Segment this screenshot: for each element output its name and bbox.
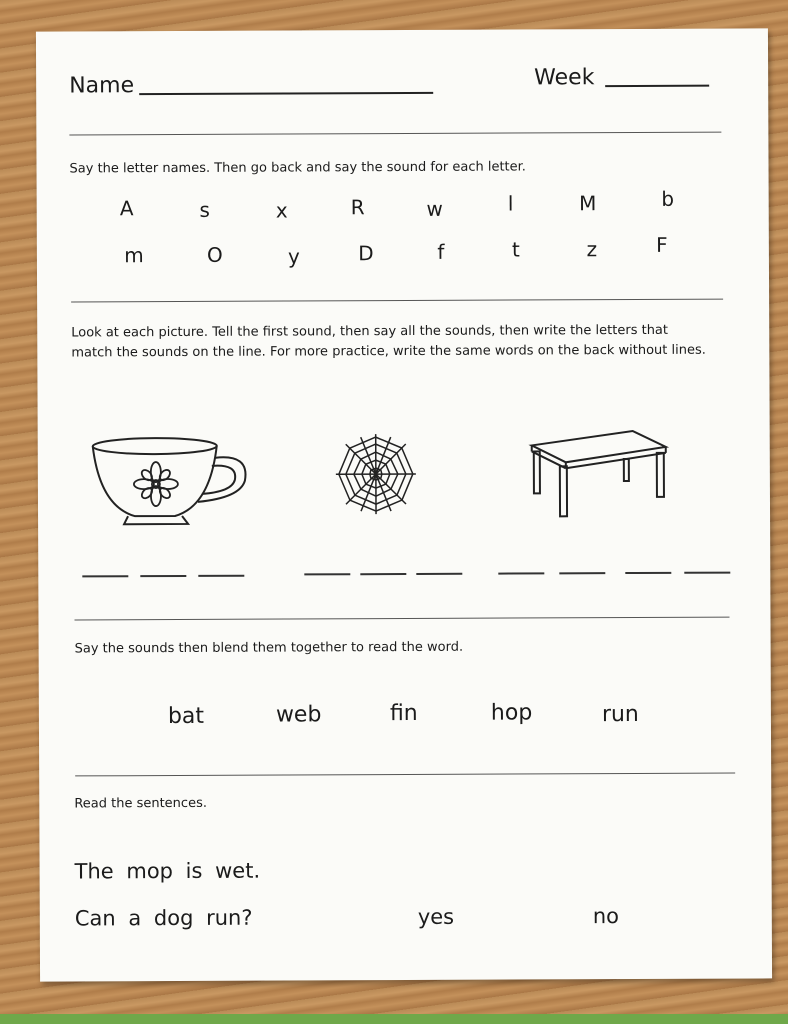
table-icon — [530, 429, 670, 520]
letter: R — [350, 195, 365, 220]
divider — [69, 132, 721, 136]
answer-blank[interactable] — [198, 575, 244, 577]
letter: M — [578, 191, 597, 216]
answer-yes[interactable]: yes — [417, 904, 455, 929]
letter: s — [199, 197, 210, 222]
letter: f — [437, 239, 445, 264]
letter: w — [426, 196, 443, 221]
letter: O — [206, 242, 223, 267]
section4-instruction: Read the sentences. — [74, 795, 208, 812]
answer-blank[interactable] — [684, 572, 730, 574]
divider — [74, 617, 729, 621]
sentence-1: The mop is wet. — [74, 858, 261, 884]
answer-blanks-web[interactable] — [36, 28, 768, 31]
answer-blank[interactable] — [559, 572, 605, 574]
letter: t — [511, 237, 520, 262]
answer-blank[interactable] — [416, 573, 462, 575]
letter: F — [656, 232, 668, 257]
answer-blank[interactable] — [140, 575, 186, 577]
answer-blank[interactable] — [304, 573, 350, 575]
section2-instruction-line1: Look at each picture. Tell the first sound, then say all the sounds, then write the letters that — [71, 322, 669, 341]
answer-blank[interactable] — [360, 573, 406, 575]
name-blank-line — [139, 92, 433, 95]
blend-word: bat — [167, 703, 205, 730]
week-label: Week — [534, 65, 595, 91]
divider — [71, 299, 723, 303]
answer-blank[interactable] — [625, 572, 671, 574]
answer-blanks-table[interactable] — [36, 28, 768, 31]
letter: l — [507, 191, 514, 216]
section2-instruction-line2: match the sounds on the line. For more practice, write the same words on the back without lines. — [71, 342, 706, 361]
letter: y — [287, 244, 300, 269]
cup-icon — [90, 436, 250, 532]
letter: b — [661, 186, 675, 211]
letter: z — [586, 237, 598, 262]
blend-word: fin — [389, 700, 418, 727]
letter: A — [119, 196, 134, 221]
answer-blanks-cup[interactable] — [36, 28, 768, 31]
web-icon — [334, 432, 418, 516]
answer-blank[interactable] — [498, 572, 544, 574]
blend-word: run — [601, 701, 639, 728]
blend-word: hop — [490, 700, 533, 726]
worksheet-paper — [36, 28, 772, 981]
name-label: Name — [69, 73, 135, 99]
answer-no[interactable]: no — [592, 904, 620, 929]
letter: m — [124, 243, 144, 268]
section1-instruction: Say the letter names. Then go back and say the sound for each letter. — [69, 159, 526, 177]
blend-word: web — [275, 702, 322, 728]
desk-edge — [0, 1014, 788, 1024]
divider — [75, 773, 735, 777]
answer-blank[interactable] — [82, 575, 128, 577]
letter: D — [358, 241, 374, 266]
sentence-2: Can a dog run? — [74, 905, 253, 931]
section3-instruction: Say the sounds then blend them together to read the word. — [74, 639, 464, 657]
week-blank-line — [605, 85, 709, 87]
letter: x — [275, 198, 288, 223]
